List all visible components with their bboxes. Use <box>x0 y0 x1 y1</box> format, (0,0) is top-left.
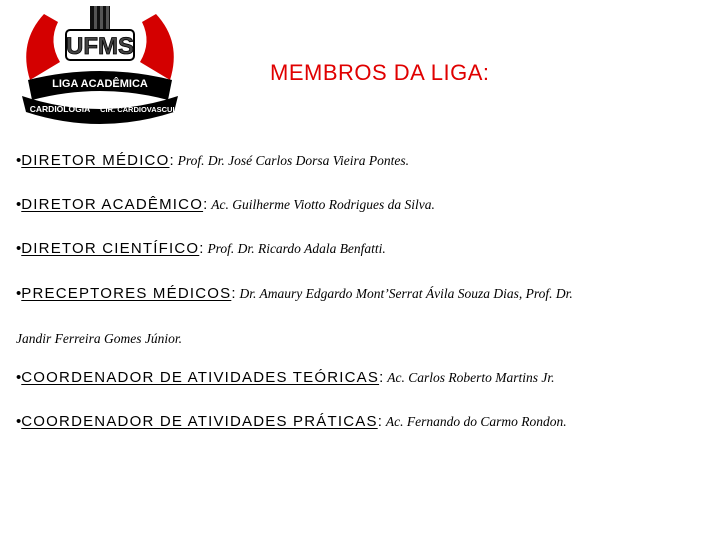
colon: : <box>203 196 208 213</box>
member-name: Prof. Dr. Ricardo Adala Benfatti. <box>207 241 386 256</box>
role-label: COORDENADOR DE ATIVIDADES PRÁTICAS <box>21 413 378 430</box>
logo-left-text: CARDIOLOGIA <box>29 104 91 114</box>
member-row-coord-praticas <box>16 413 567 431</box>
member-name: Ac. Fernando do Carmo Rondon. <box>385 414 567 429</box>
member-name-continuation: Jandir Ferreira Gomes Júnior. <box>16 331 182 346</box>
member-row-diretor-cientifico <box>16 240 386 258</box>
role-label: DIRETOR CIENTÍFICO <box>21 240 200 257</box>
liga-academica-logo <box>8 2 192 126</box>
member-row-diretor-medico <box>16 152 409 170</box>
bullet: • <box>16 196 22 213</box>
bullet: • <box>16 369 22 386</box>
member-name: Ac. Guilherme Viotto Rodrigues da Silva. <box>211 197 435 212</box>
colon: : <box>199 240 204 257</box>
role-label: PRECEPTORES MÉDICOS <box>21 285 232 302</box>
role-label: COORDENADOR DE ATIVIDADES TEÓRICAS <box>21 369 380 386</box>
colon: : <box>379 369 384 386</box>
member-name: Ac. Carlos Roberto Martins Jr. <box>387 370 555 385</box>
logo-liga-text: LIGA ACADÊMICA <box>52 78 148 90</box>
bullet: • <box>16 240 22 257</box>
page-title: MEMBROS DA LIGA: <box>270 60 490 85</box>
colon: : <box>231 285 236 302</box>
member-name: Dr. Amaury Edgardo Mont’Serrat Ávila Souza Dias, Prof. Dr. <box>239 286 573 301</box>
role-label: DIRETOR ACADÊMICO <box>21 196 204 213</box>
role-label: DIRETOR MÉDICO <box>21 152 170 169</box>
logo-right-text: CIR. CARDIOVASCULAR <box>100 105 188 114</box>
bullet: • <box>16 413 22 430</box>
member-row-diretor-academico <box>16 196 435 214</box>
colon: : <box>377 413 382 430</box>
bullet: • <box>16 152 22 169</box>
member-name: Prof. Dr. José Carlos Dorsa Vieira Pontes. <box>177 153 410 168</box>
logo-ufms-text: UFMS <box>66 33 134 60</box>
colon: : <box>169 152 174 169</box>
member-row-coord-teoricas <box>16 369 555 387</box>
member-row-preceptores-medicos <box>16 285 573 303</box>
bullet: • <box>16 285 22 302</box>
